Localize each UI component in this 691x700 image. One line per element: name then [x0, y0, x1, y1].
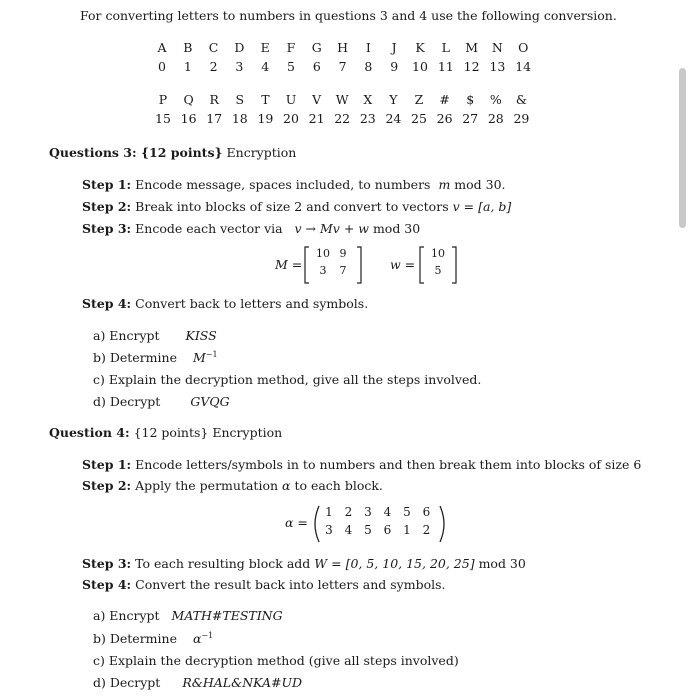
table-number: 4: [261, 59, 270, 74]
table-letter: S: [235, 92, 245, 107]
table-number: 18: [231, 111, 248, 126]
q3-title-bold: Questions 3: {12 points}: [49, 145, 223, 160]
q4-part-b: [93, 631, 213, 646]
part-math: GVQG: [190, 394, 230, 409]
q4-part-c: [93, 653, 459, 668]
matrix-M-cell: 9: [339, 247, 347, 260]
q3-step4-text: Convert back to letters and symbols.: [135, 296, 369, 311]
table-number: 10: [412, 59, 428, 74]
part-math: KISS: [185, 328, 217, 343]
q3-part-b: [93, 350, 218, 365]
part-label: d) Decrypt: [93, 675, 161, 690]
q4-part-d: [93, 675, 302, 690]
q4-step1-text: Encode letters/symbols in to numbers and then break them into blocks of size 6: [135, 457, 642, 472]
scrollbar-thumb[interactable]: [679, 68, 686, 228]
table-number: 20: [283, 111, 299, 126]
table-letter: O: [518, 40, 529, 55]
table-letter: #: [439, 92, 450, 107]
table-number: 22: [334, 111, 351, 126]
q4-title: [49, 425, 282, 440]
table-letter: &: [515, 92, 527, 107]
q3-step3-label: Step 3:: [82, 221, 132, 236]
q4-part-a: [93, 608, 283, 623]
table-letter: T: [261, 92, 270, 107]
q3-step2-label: Step 2:: [82, 199, 132, 214]
table-number: 13: [489, 59, 506, 74]
part-sup: −1: [201, 631, 214, 640]
q3-step3-tail: mod 30: [372, 221, 421, 236]
part-sup: −1: [205, 350, 218, 359]
q3-step3: [82, 221, 420, 236]
table-number: 16: [180, 111, 197, 126]
table-number: 17: [206, 111, 223, 126]
table-number: 11: [437, 59, 454, 74]
table-letter: R: [209, 92, 219, 107]
q4-step1: [82, 457, 641, 472]
q3-step2-math: v = [a, b]: [452, 199, 512, 214]
table-letter: H: [337, 40, 349, 55]
table-number: 25: [411, 111, 427, 126]
table-letter: U: [285, 92, 297, 107]
table-letter: Q: [183, 92, 194, 107]
part-label: d) Decrypt: [93, 394, 161, 409]
table-number: 14: [515, 59, 532, 74]
table-number: 26: [436, 111, 453, 126]
part-label: a) Encrypt: [93, 608, 160, 623]
alpha-cell: 3: [364, 505, 372, 519]
table-number: 15: [155, 111, 171, 126]
table-letter: A: [157, 40, 167, 55]
table-letter: W: [335, 92, 349, 107]
table-letter: E: [260, 40, 270, 55]
alpha-cell: 4: [383, 505, 392, 519]
table-letter: C: [208, 40, 219, 55]
vector-w-label: w =: [390, 257, 416, 272]
matrix-M-label: M =: [275, 257, 303, 272]
table-letter: I: [365, 40, 371, 55]
q4-title-bold: Question 4:: [49, 425, 130, 440]
q3-part-c: [93, 372, 481, 387]
alpha-cell: 1: [325, 505, 333, 519]
alpha-cell: 2: [422, 523, 431, 537]
part-math: R&HAL&NKA#UD: [182, 675, 303, 690]
q4-step3-math: W = [0, 5, 10, 15, 20, 25]: [314, 556, 475, 571]
alpha-cell: 6: [383, 523, 392, 537]
part-label: b) Determine: [93, 631, 177, 647]
part-math: α: [192, 631, 202, 647]
table-letter: V: [312, 92, 322, 107]
alpha-cell: 1: [403, 523, 411, 537]
q4-step2-math: α: [282, 478, 291, 493]
q3-step2-text: Break into blocks of size 2 and convert to vectors: [135, 199, 449, 214]
matrix-M-brackets: [303, 245, 363, 285]
table-number: 27: [462, 111, 479, 126]
table-letter: P: [158, 92, 168, 107]
vector-w-cell: 10: [431, 247, 445, 260]
q4-step2-text: Apply the permutation: [135, 478, 279, 493]
table-number: 29: [513, 111, 530, 126]
alpha-cell: 2: [344, 505, 353, 519]
part-label: a) Encrypt: [93, 328, 160, 343]
table-letter: %: [489, 92, 502, 107]
table-letter: M: [465, 40, 478, 55]
q3-step2: [82, 199, 511, 214]
q4-step4-text: Convert the result back into letters and symbols.: [135, 577, 446, 592]
q4-step1-label: Step 1:: [82, 457, 132, 472]
matrix-M-cell: 3: [319, 264, 327, 277]
q4-step3-label: Step 3:: [82, 556, 132, 571]
part-label: c) Explain the decryption method (give all steps involved): [93, 653, 459, 668]
alpha-cell: 5: [364, 523, 372, 537]
q3-title-rest: Encryption: [226, 145, 297, 160]
q3-step4: [82, 296, 368, 311]
part-label: b) Determine: [93, 350, 177, 366]
q3-part-a: [93, 328, 217, 343]
table-number: 0: [158, 59, 166, 74]
q4-step2: [82, 478, 383, 493]
part-label: c) Explain the decryption method, give all the steps involved.: [93, 372, 482, 387]
table-number: 24: [385, 111, 402, 126]
table-letter: Y: [389, 92, 398, 107]
q3-part-d: [93, 394, 230, 409]
q3-step4-label: Step 4:: [82, 296, 132, 311]
q4-step3-tail: mod 30: [478, 556, 526, 571]
q3-step1-math: m: [438, 177, 451, 192]
table-letter: G: [311, 40, 322, 55]
table-letter: K: [415, 40, 425, 55]
table-letter: F: [286, 40, 296, 55]
q4-step4: [82, 577, 446, 592]
q4-step3-text: To each resulting block add: [135, 556, 311, 571]
table-letter: B: [183, 40, 193, 55]
table-number: 21: [308, 111, 325, 126]
q3-title: [49, 145, 296, 160]
table-number: 8: [364, 59, 373, 74]
matrix-M-cell: 7: [339, 264, 347, 277]
table-number: 9: [390, 59, 399, 74]
part-math: MATH#TESTING: [171, 608, 283, 623]
table-number: 3: [235, 59, 244, 74]
q3-step3-text: Encode each vector via: [135, 221, 283, 236]
table-number: 5: [287, 59, 295, 74]
q4-title-rest: {12 points} Encryption: [133, 425, 283, 440]
alpha-label: α =: [285, 515, 308, 530]
alpha-cell: 5: [403, 505, 411, 519]
q4-step2-label: Step 2:: [82, 478, 132, 493]
q3-step1-tail: mod 30.: [454, 177, 506, 192]
table-letter: J: [391, 40, 397, 55]
part-math: M: [192, 350, 206, 366]
q4-step2-tail: to each block.: [294, 478, 383, 493]
q3-step1-text: Encode message, spaces included, to numbers: [135, 177, 431, 192]
q4-step4-label: Step 4:: [82, 577, 132, 592]
matrix-M-cell: 10: [316, 247, 330, 260]
table-number: 19: [257, 111, 274, 126]
table-number: 1: [183, 59, 192, 74]
table-number: 12: [463, 59, 480, 74]
alpha-cell: 6: [422, 505, 431, 519]
intro-text: For converting letters to numbers in questions 3 and 4 use the following conversion.: [80, 8, 617, 23]
table-letter: X: [363, 92, 373, 107]
table-number: 6: [312, 59, 321, 74]
table-number: 23: [359, 111, 376, 126]
table-number: 7: [338, 59, 347, 74]
q3-step1-label: Step 1:: [82, 177, 132, 192]
table-letter: Z: [414, 92, 424, 107]
vector-w-cell: 5: [434, 264, 442, 277]
table-number: 28: [487, 111, 504, 126]
table-letter: L: [441, 40, 450, 55]
q3-step1: [82, 177, 506, 192]
table-letter: N: [491, 40, 503, 55]
q4-step3: [82, 556, 526, 571]
table-letter: $: [466, 92, 475, 107]
alpha-cell: 3: [325, 523, 333, 537]
table-letter: D: [234, 40, 245, 55]
alpha-cell: 4: [344, 523, 353, 537]
q3-step3-math: v → Mv + w: [294, 221, 369, 236]
table-number: 2: [209, 59, 218, 74]
